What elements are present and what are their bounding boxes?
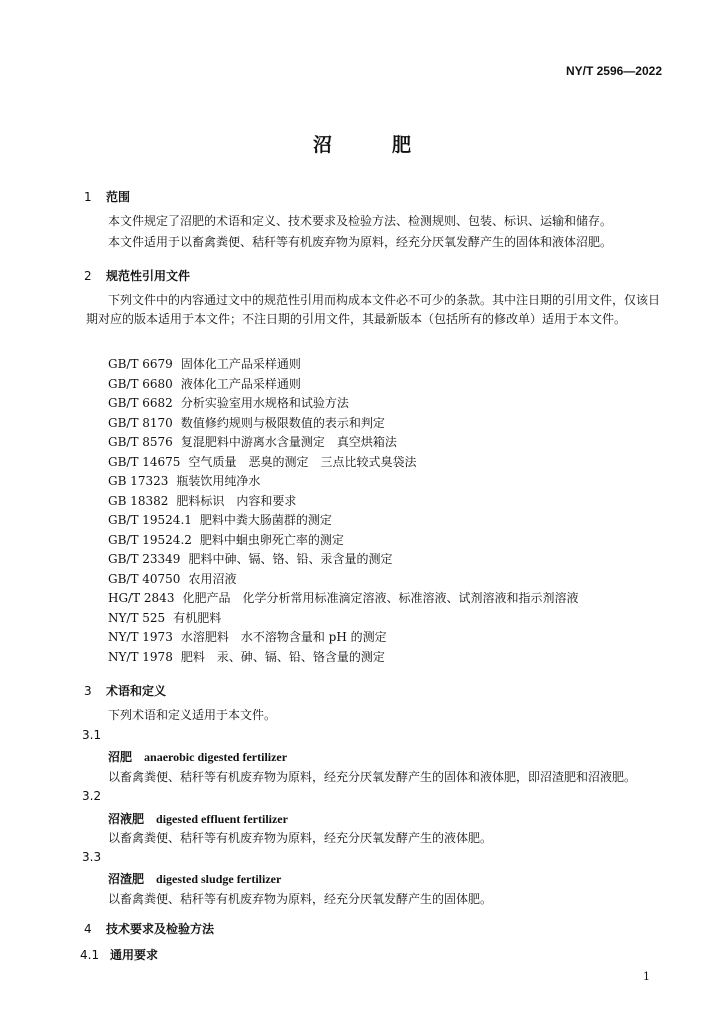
reference-item: GB/T 14675 空气质量 恶臭的测定 三点比较式臭袋法 [108, 455, 417, 469]
section-2-intro: 下列文件中的内容通过文中的规范性引用而构成本文件必不可少的条款。其中注日期的引用文件，仅该日期对应的版本适用于本文件；不注日期的引用文件，其最新版本（包括所有的修改单）适用于本文件。 [86, 293, 661, 326]
reference-item: GB 18382 肥料标识 内容和要求 [108, 494, 297, 508]
term-number: 3.3 [82, 850, 102, 864]
section-4-heading: 4 技术要求及检验方法 [84, 922, 215, 936]
reference-item: GB/T 8170 数值修约规则与极限数值的表示和判定 [108, 416, 385, 430]
standard-code: NY/T 2596—2022 [565, 64, 662, 78]
reference-item: GB/T 19524.1 肥料中粪大肠菌群的测定 [108, 513, 332, 527]
reference-item: NY/T 1978 肥料 汞、砷、镉、铅、铬含量的测定 [108, 650, 385, 664]
reference-item: GB/T 6679 固体化工产品采样通则 [108, 357, 301, 371]
section-2-heading: 2 规范性引用文件 [84, 269, 191, 283]
document-title: 沼肥 [312, 134, 471, 156]
reference-item: NY/T 1973 水溶肥料 水不溶物含量和 pH 的测定 [108, 630, 387, 644]
reference-item: NY/T 525 有机肥料 [108, 611, 222, 625]
reference-item: HG/T 2843 化肥产品 化学分析常用标准滴定溶液、标准溶液、试剂溶液和指示剂溶液 [108, 591, 579, 605]
section-1-paragraph-1: 本文件规定了沼肥的术语和定义、技术要求及检验方法、检测规则、包装、标识、运输和储存。 [108, 214, 613, 228]
term-entry: 沼渣肥 digested sludge fertilizer [108, 872, 282, 886]
reference-item: GB/T 23349 肥料中砷、镉、铬、铅、汞含量的测定 [108, 552, 393, 566]
reference-item: GB/T 6680 液体化工产品采样通则 [108, 377, 301, 391]
section-3-heading: 3 术语和定义 [84, 684, 167, 698]
term-entry: 沼肥 anaerobic digested fertilizer [108, 750, 288, 764]
term-number: 3.1 [82, 728, 102, 742]
term-number: 3.2 [82, 789, 102, 803]
section-1-heading: 1 范围 [84, 190, 131, 204]
term-definition: 以畜禽粪便、秸秆等有机废弃物为原料，经充分厌氧发酵产生的液体肥。 [108, 831, 493, 845]
section-4-1-heading: 4.1 通用要求 [80, 948, 159, 962]
reference-item: GB 17323 瓶装饮用纯净水 [108, 474, 261, 488]
reference-item: GB/T 40750 农用沼液 [108, 572, 237, 586]
section-1-paragraph-2: 本文件适用于以畜禽粪便、秸秆等有机废弃物为原料，经充分厌氧发酵产生的固体和液体沼肥。 [108, 235, 613, 249]
term-definition: 以畜禽粪便、秸秆等有机废弃物为原料，经充分厌氧发酵产生的固体肥。 [108, 892, 493, 906]
page-number: 1 [643, 970, 650, 983]
term-definition: 以畜禽粪便、秸秆等有机废弃物为原料，经充分厌氧发酵产生的固体和液体肥，即沼渣肥和沼液肥。 [108, 770, 637, 784]
reference-item: GB/T 6682 分析实验室用水规格和试验方法 [108, 396, 349, 410]
reference-item: GB/T 19524.2 肥料中蛔虫卵死亡率的测定 [108, 533, 344, 547]
section-3-intro: 下列术语和定义适用于本文件。 [108, 708, 277, 722]
term-entry: 沼液肥 digested effluent fertilizer [108, 812, 288, 826]
reference-item: GB/T 8576 复混肥料中游离水含量测定 真空烘箱法 [108, 435, 397, 449]
